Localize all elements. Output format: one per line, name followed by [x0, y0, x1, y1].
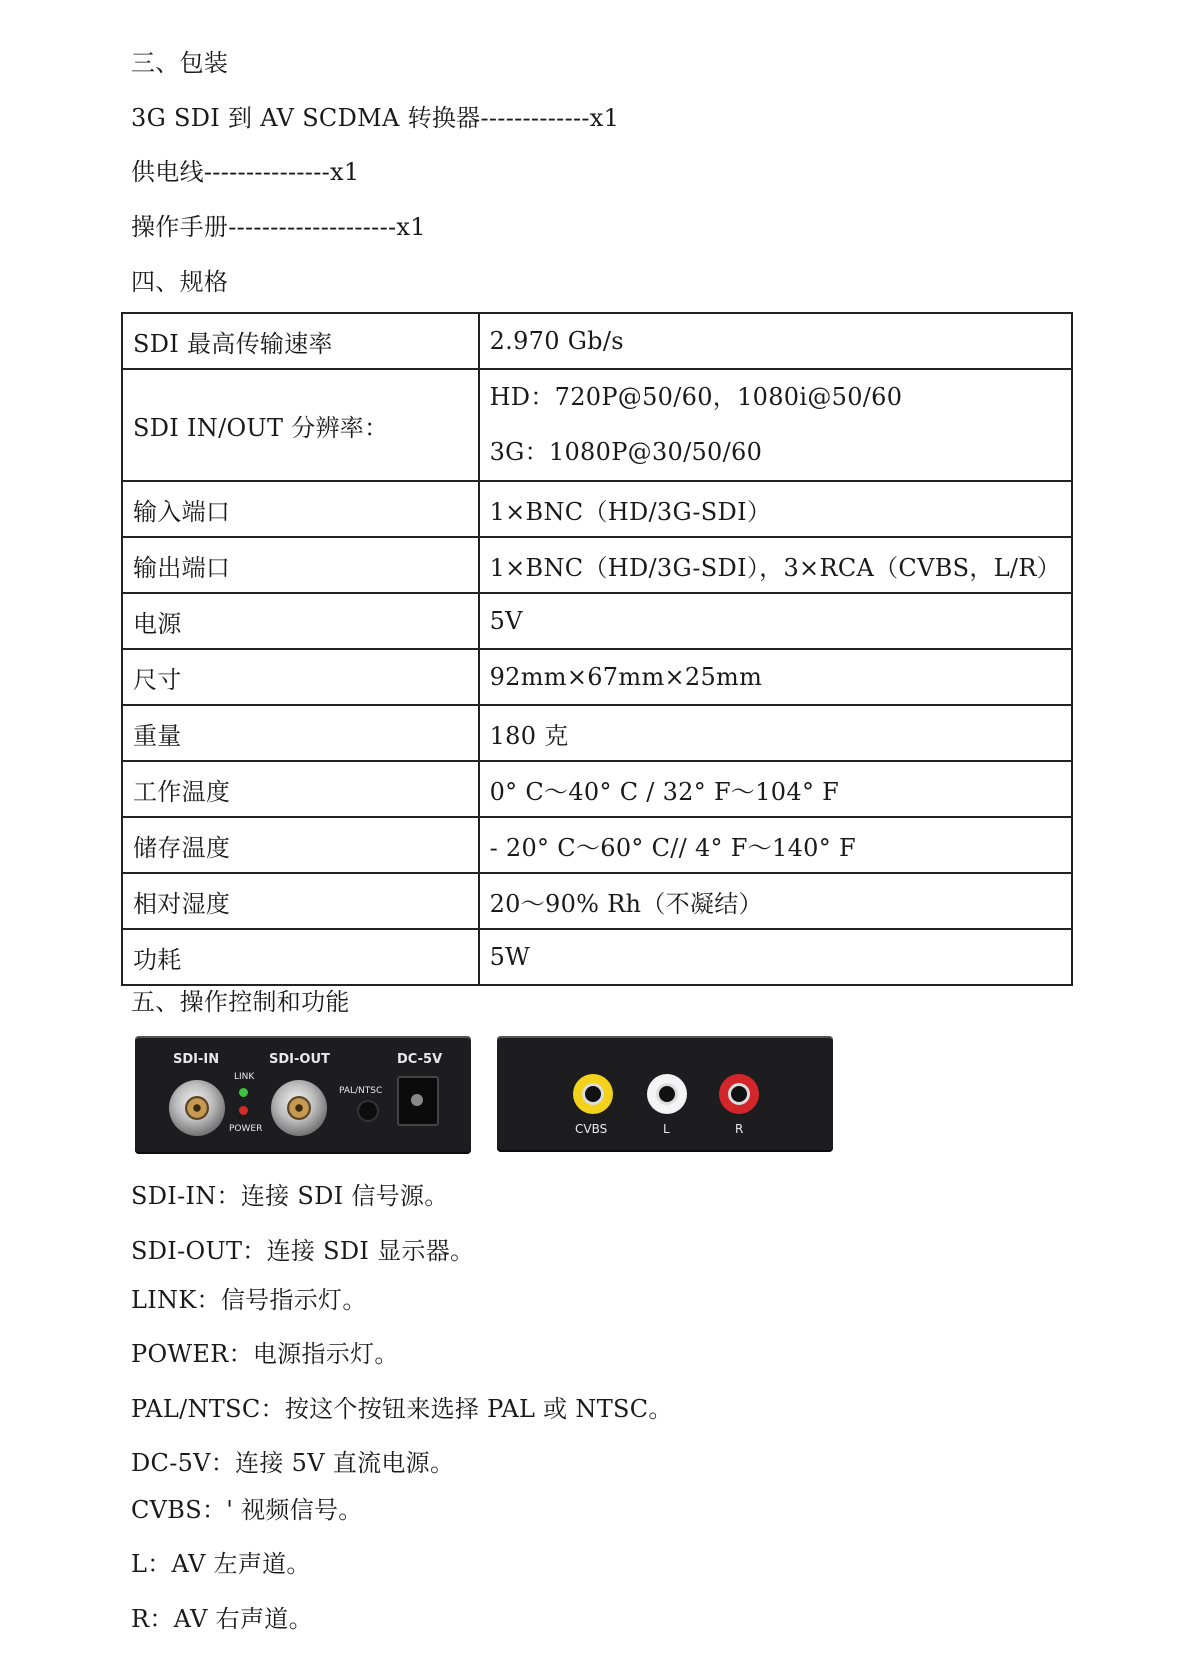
spec-value: 1×BNC（HD/3G-SDI）	[479, 481, 1072, 537]
r-label: R	[735, 1122, 744, 1136]
dc-jack-icon	[397, 1076, 439, 1126]
spec-value: 2.970 Gb/s	[479, 313, 1072, 369]
table-row	[122, 929, 1072, 985]
description-line: LINK：信号指示灯。	[131, 1286, 367, 1314]
spec-key: 重量	[122, 705, 479, 761]
cvbs-jack-icon	[573, 1074, 613, 1114]
spec-key: 输入端口	[122, 481, 479, 537]
spec-value: 5V	[479, 593, 1072, 649]
packaging-item: 操作手册--------------------x1	[131, 213, 426, 241]
cvbs-label: CVBS	[575, 1122, 608, 1136]
l-label: L	[663, 1122, 670, 1136]
spec-key: 输出端口	[122, 537, 479, 593]
link-label: LINK	[234, 1072, 255, 1082]
description-line: L：AV 左声道。	[131, 1550, 311, 1578]
description-line: CVBS：' 视频信号。	[131, 1496, 363, 1524]
table-row	[122, 817, 1072, 873]
description-line: PAL/NTSC：按这个按钮来选择 PAL 或 NTSC。	[131, 1395, 673, 1423]
spec-value: 0° C～40° C / 32° F～104° F	[479, 761, 1072, 817]
spec-key: 功耗	[122, 929, 479, 985]
table-row	[122, 369, 1072, 481]
spec-value-line: HD：720P@50/60，1080i@50/60	[489, 383, 903, 411]
pal-ntsc-button-icon	[359, 1102, 377, 1120]
spec-key: 相对湿度	[122, 873, 479, 929]
sdi-out-connector-icon	[271, 1080, 327, 1136]
r-jack-icon	[719, 1074, 759, 1114]
sdi-out-label: SDI-OUT	[269, 1052, 330, 1067]
spec-value: 180 克	[479, 705, 1072, 761]
spec-value: - 20° C～60° C// 4° F～140° F	[479, 817, 1072, 873]
spec-key: 工作温度	[122, 761, 479, 817]
spec-key: SDI IN/OUT 分辨率：	[122, 369, 479, 481]
pal-ntsc-label: PAL/NTSC	[339, 1086, 383, 1096]
description-line: DC-5V：连接 5V 直流电源。	[131, 1449, 455, 1477]
table-row	[122, 593, 1072, 649]
packaging-item: 3G SDI 到 AV SCDMA 转换器-------------x1	[131, 104, 620, 132]
front-panel-image	[135, 1036, 471, 1154]
sdi-in-label: SDI-IN	[173, 1052, 220, 1067]
rear-panel-image	[497, 1036, 833, 1152]
specs-heading: 四、规格	[131, 268, 229, 296]
table-row	[122, 649, 1072, 705]
description-line: SDI-OUT：连接 SDI 显示器。	[131, 1237, 475, 1265]
spec-value: 1×BNC（HD/3G-SDI），3×RCA（CVBS，L/R）	[479, 537, 1072, 593]
description-line: SDI-IN：连接 SDI 信号源。	[131, 1182, 449, 1210]
spec-value: 5W	[479, 929, 1072, 985]
power-led-icon	[239, 1106, 248, 1115]
spec-key: SDI 最高传输速率	[122, 313, 479, 369]
spec-key: 尺寸	[122, 649, 479, 705]
table-row	[122, 761, 1072, 817]
controls-heading: 五、操作控制和功能	[131, 988, 350, 1016]
table-row	[122, 537, 1072, 593]
spec-key: 电源	[122, 593, 479, 649]
sdi-in-connector-icon	[169, 1080, 225, 1136]
spec-value-line: 3G：1080P@30/50/60	[489, 438, 763, 466]
table-row	[122, 705, 1072, 761]
packaging-item: 供电线---------------x1	[131, 158, 360, 186]
spec-value: 20～90% Rh（不凝结）	[479, 873, 1072, 929]
description-line: R：AV 右声道。	[131, 1605, 313, 1633]
description-line: POWER：电源指示灯。	[131, 1340, 399, 1368]
table-row	[122, 313, 1072, 369]
link-led-icon	[239, 1088, 248, 1097]
dc-label: DC-5V	[397, 1052, 443, 1067]
packaging-heading: 三、包装	[131, 49, 229, 77]
table-row	[122, 873, 1072, 929]
spec-key: 储存温度	[122, 817, 479, 873]
spec-value	[479, 369, 1072, 481]
spec-value: 92mm×67mm×25mm	[479, 649, 1072, 705]
power-label: POWER	[229, 1124, 263, 1134]
table-row	[122, 481, 1072, 537]
spec-table	[121, 312, 1073, 986]
l-jack-icon	[647, 1074, 687, 1114]
